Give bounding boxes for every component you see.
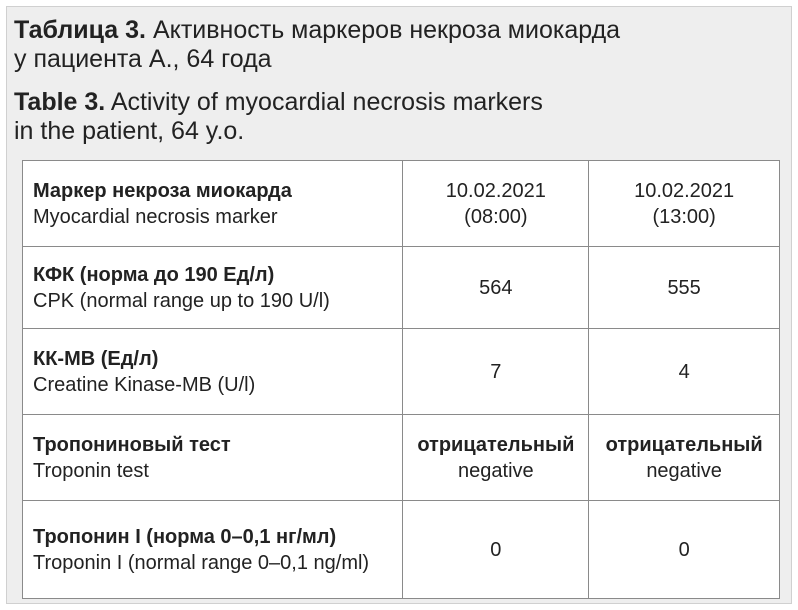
- row-ckmb-name-ru: КК-МВ (Ед/л): [33, 347, 159, 370]
- header-marker-cell: [23, 161, 403, 247]
- header-marker-en: Myocardial necrosis marker: [33, 205, 278, 228]
- row-troponin-test-value2-en: negative: [646, 459, 722, 482]
- caption-en: [14, 88, 774, 146]
- markers-table: [22, 160, 780, 599]
- row-troponin-test-value1-en: negative: [458, 459, 534, 482]
- row-cpk-value2: 555: [589, 247, 780, 329]
- caption-ru: [14, 16, 774, 74]
- row-ckmb-value1: 7: [403, 329, 589, 415]
- caption-en-line2: in the patient, 64 y.o.: [14, 117, 245, 145]
- header-col1-cell: [403, 161, 589, 247]
- row-cpk-value1: 564: [403, 247, 589, 329]
- row-troponin-i-name-en: Troponin I (normal range 0–0,1 ng/ml): [33, 551, 370, 574]
- row-troponin-test-value2-cell: [589, 415, 780, 501]
- table-header-row: [23, 161, 780, 247]
- row-cpk-name-ru: КФК (норма до 190 Ед/л): [33, 263, 275, 286]
- table-row: [23, 415, 780, 501]
- row-troponin-i-value2: 0: [589, 501, 780, 599]
- row-troponin-i-value1: 0: [403, 501, 589, 599]
- caption-ru-label: Таблица 3.: [14, 16, 146, 44]
- row-cpk-name-en: CPK (normal range up to 190 U/l): [33, 289, 330, 312]
- table-row: [23, 329, 780, 415]
- row-troponin-test-value2-ru: отрицательный: [605, 433, 763, 456]
- row-troponin-i-name-ru: Тропонин I (норма 0–0,1 нг/мл): [33, 525, 337, 548]
- row-ckmb-name-en: Creatine Kinase-MB (U/l): [33, 373, 256, 396]
- caption-ru-line2: у пациента А., 64 года: [14, 45, 272, 73]
- row-troponin-test-value1-cell: [403, 415, 589, 501]
- row-cpk-name-cell: [23, 247, 403, 329]
- header-col1-time: (08:00): [464, 205, 528, 228]
- caption-ru-line1: Активность маркеров некроза миокарда: [146, 16, 621, 44]
- caption-en-line1: Activity of myocardial necrosis markers: [105, 88, 543, 116]
- row-troponin-test-name-en: Troponin test: [33, 459, 149, 482]
- row-troponin-test-value1-ru: отрицательный: [417, 433, 575, 456]
- header-col1-date: 10.02.2021: [445, 179, 546, 202]
- row-ckmb-name-cell: [23, 329, 403, 415]
- table-row: [23, 247, 780, 329]
- caption-en-label: Table 3.: [14, 88, 106, 116]
- row-ckmb-value2: 4: [589, 329, 780, 415]
- header-marker-ru: Маркер некроза миокарда: [33, 179, 292, 202]
- row-troponin-test-name-cell: [23, 415, 403, 501]
- row-troponin-i-name-cell: [23, 501, 403, 599]
- header-col2-cell: [589, 161, 780, 247]
- header-col2-date: 10.02.2021: [634, 179, 735, 202]
- header-col2-time: (13:00): [652, 205, 716, 228]
- table-row: [23, 501, 780, 599]
- row-troponin-test-name-ru: Тропониновый тест: [33, 433, 231, 456]
